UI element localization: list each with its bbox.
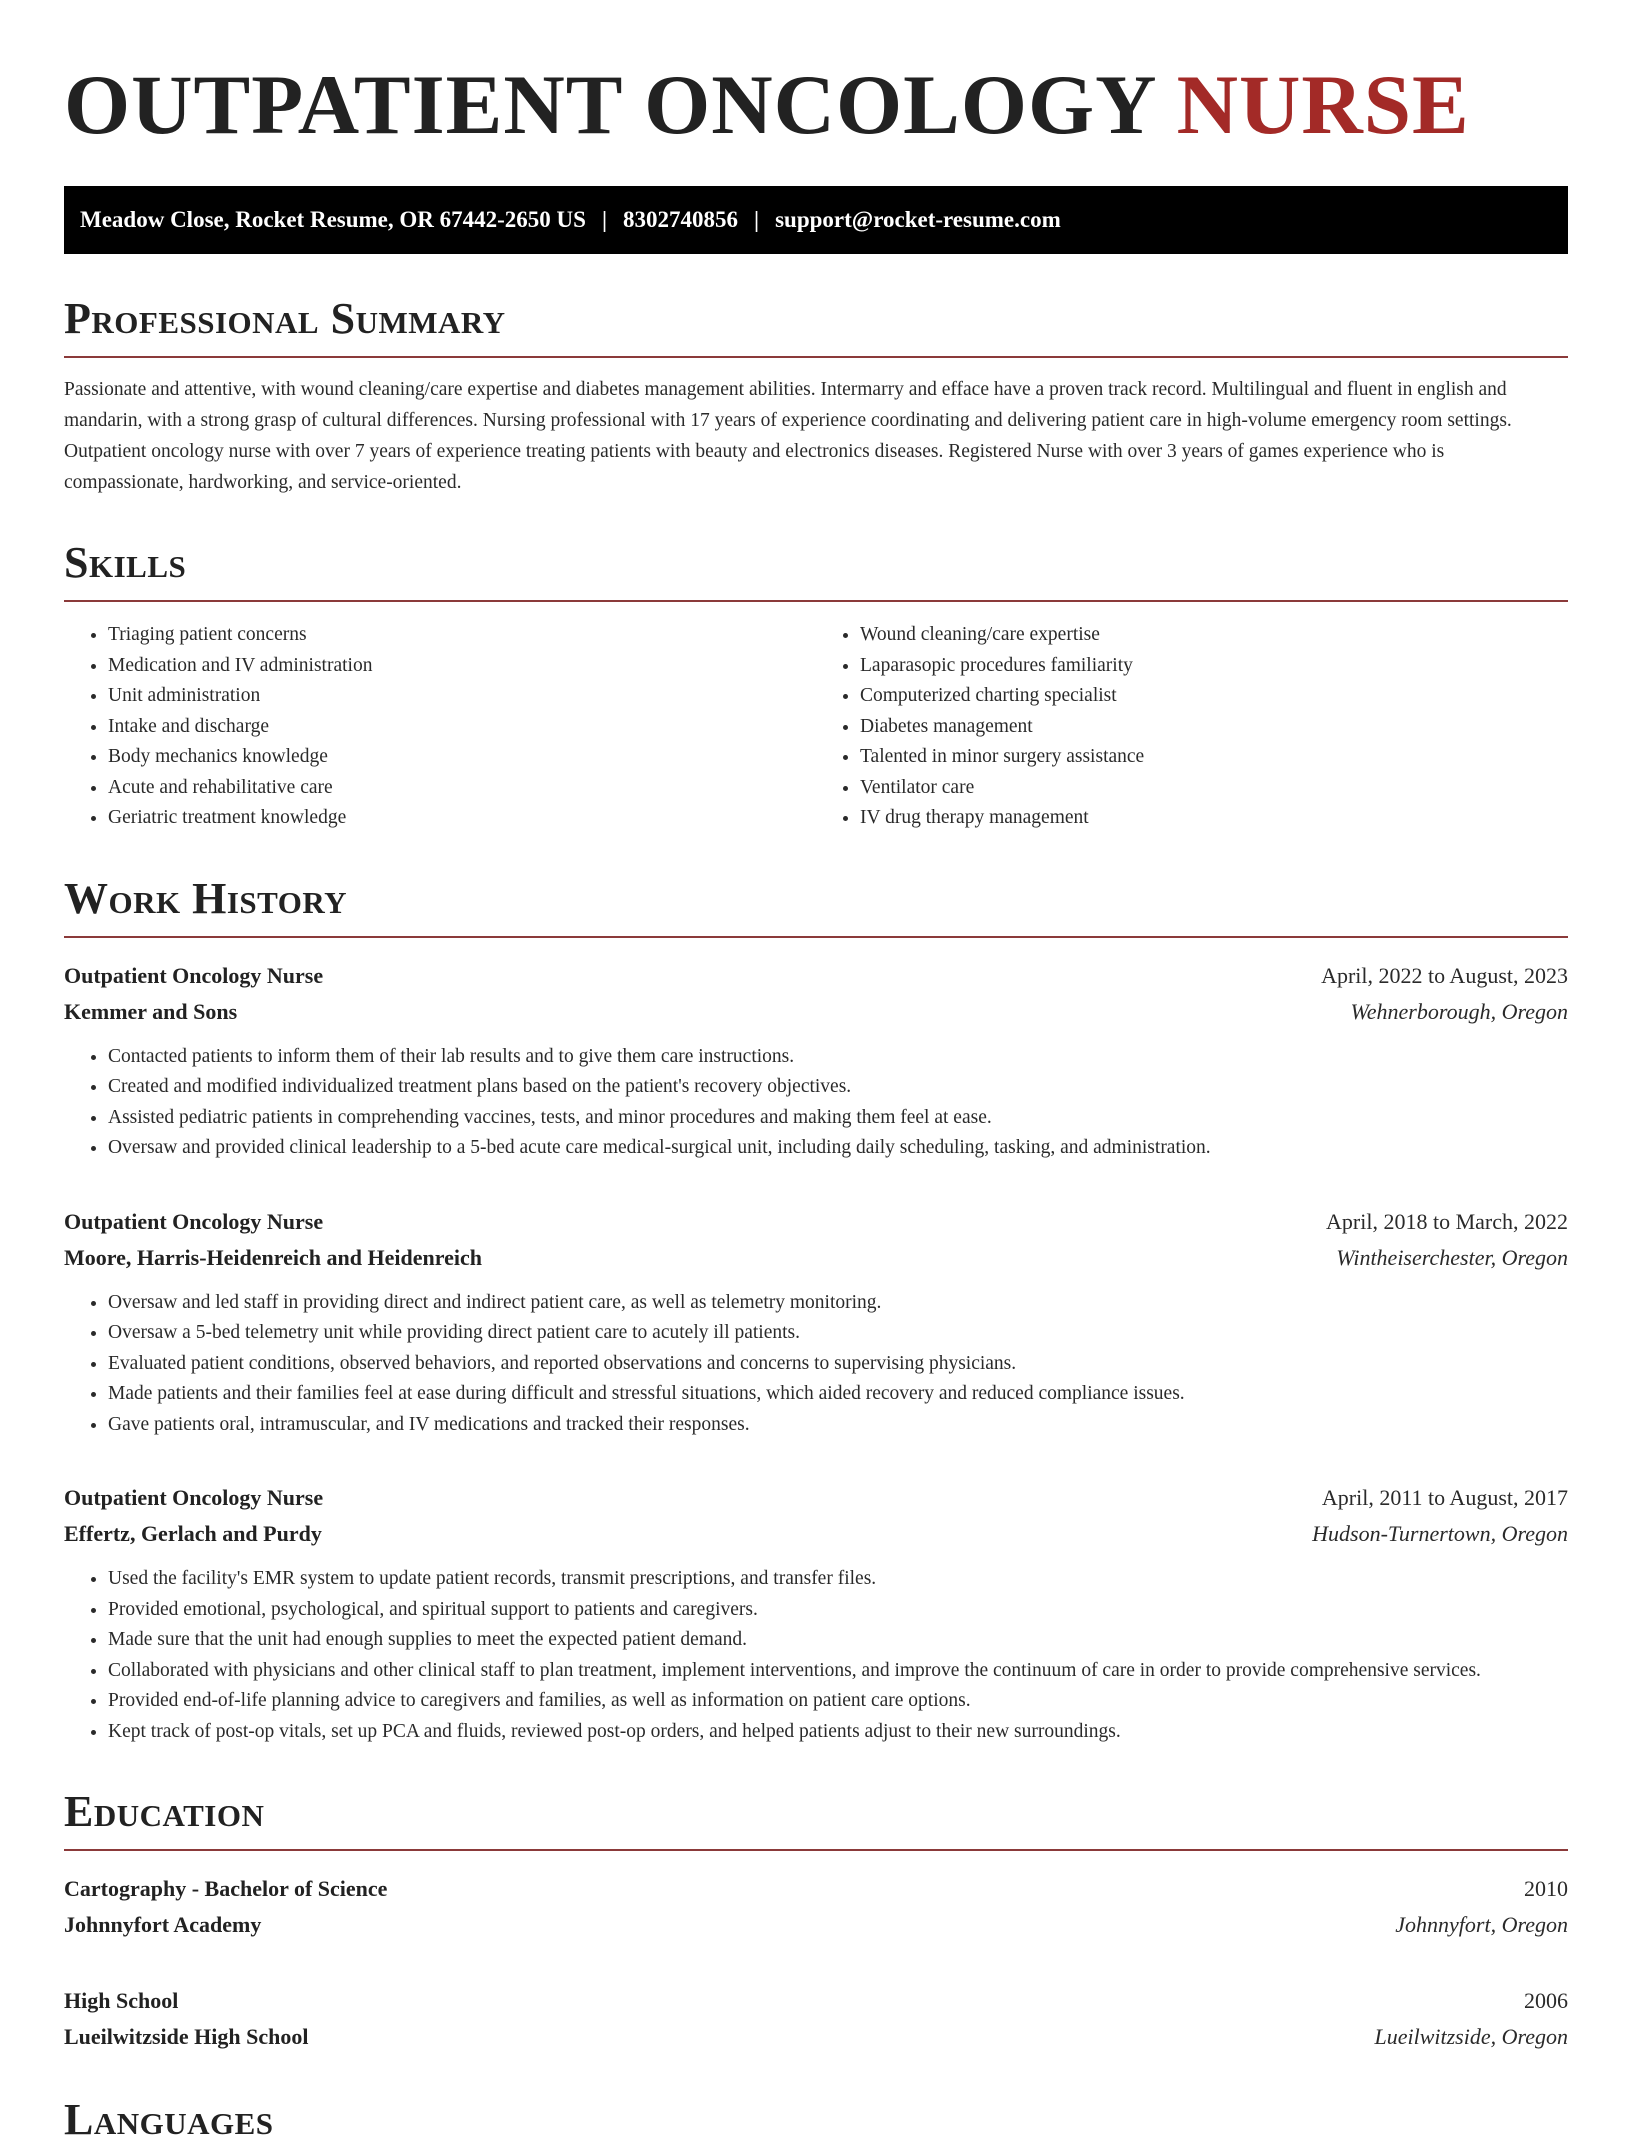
- contact-address: Meadow Close, Rocket Resume, OR 67442-2650 US: [80, 207, 586, 232]
- job-title: Outpatient Oncology Nurse: [64, 1208, 324, 1234]
- job-header-row: [64, 1204, 1568, 1240]
- job-title: Outpatient Oncology Nurse: [64, 1485, 324, 1510]
- work-history-section: [64, 874, 1568, 1748]
- skills-section: [64, 538, 1568, 834]
- job-company-row: [64, 1516, 1568, 1552]
- job-bullet: • Assisted pediatric patients in comprehending vaccines, tests, and minor procedures and making them feel at ease.: [108, 1103, 1568, 1134]
- section-divider: [64, 600, 1568, 602]
- resume-title: [64, 52, 1568, 158]
- skill-item: • Talented in minor surgery assistance: [860, 742, 1568, 773]
- job-title: Outpatient Oncology Nurse: [64, 962, 324, 988]
- job-bullet: • Made sure that the unit had enough supplies to meet the expected patient demand.: [108, 1625, 1568, 1656]
- job-bullet: • Contacted patients to inform them of their lab results and to give them care instructions.: [108, 1042, 1568, 1073]
- job-bullet: • Oversaw and led staff in providing direct and indirect patient care, as well as telemetry monitoring.: [108, 1288, 1568, 1319]
- professional-summary-section: [64, 294, 1568, 498]
- job-header-row: [64, 1480, 1568, 1516]
- job-entry: [64, 1204, 1568, 1441]
- education-year: 2010: [1524, 1876, 1568, 1901]
- skill-item: • IV drug therapy management: [860, 803, 1568, 834]
- job-bullet: • Oversaw a 5-bed telemetry unit while providing direct patient care to acutely ill patients.: [108, 1318, 1568, 1349]
- job-bullet: • Evaluated patient conditions, observed behaviors, and reported observations and concerns to supervising physicians.: [108, 1349, 1568, 1380]
- job-entry: [64, 1480, 1568, 1747]
- contact-phone: 8302740856: [623, 207, 739, 232]
- title-accent: NURSE: [1176, 58, 1470, 152]
- job-dates: April, 2011 to August, 2017: [1321, 1485, 1568, 1510]
- skills-column-right: [816, 620, 1568, 834]
- education-section: [64, 1787, 1568, 2055]
- job-bullet: • Provided emotional, psychological, and spiritual support to patients and caregivers.: [108, 1595, 1568, 1626]
- contact-email: support@rocket-resume.com: [775, 207, 1061, 232]
- skill-item: • Medication and IV administration: [108, 651, 816, 682]
- job-bullet: • Kept track of post-op vitals, set up PCA and fluids, reviewed post-op orders, and helped patients adjust to their new surroundings.: [108, 1717, 1568, 1748]
- skill-item: • Geriatric treatment knowledge: [108, 803, 816, 834]
- job-bullet: • Oversaw and provided clinical leadership to a 5-bed acute care medical-surgical unit, including daily scheduling, tasking, and administration.: [108, 1133, 1568, 1164]
- job-company: Kemmer and Sons: [64, 998, 238, 1024]
- education-degree: Cartography - Bachelor of Science: [64, 1876, 388, 1901]
- skill-item: • Body mechanics knowledge: [108, 742, 816, 773]
- section-divider: [64, 936, 1568, 938]
- job-dates: April, 2018 to March, 2022: [1326, 1208, 1568, 1234]
- section-heading: Languages: [64, 2095, 274, 2144]
- job-location: Wintheiserchester, Oregon: [1336, 1244, 1568, 1270]
- education-school-row: [64, 1907, 1568, 1943]
- job-dates: April, 2022 to August, 2023: [1321, 962, 1568, 988]
- education-degree: High School: [64, 1988, 179, 2013]
- education-entry: [64, 1983, 1568, 2055]
- title-main: OUTPATIENT ONCOLOGY: [64, 58, 1155, 152]
- contact-separator: |: [754, 207, 760, 232]
- job-location: Wehnerborough, Oregon: [1350, 998, 1568, 1024]
- education-school: Johnnyfort Academy: [64, 1912, 262, 1937]
- skill-item: • Diabetes management: [860, 712, 1568, 743]
- skill-item: • Laparasopic procedures familiarity: [860, 651, 1568, 682]
- skill-item: • Unit administration: [108, 681, 816, 712]
- section-heading: Professional Summary: [64, 294, 506, 343]
- job-company-row: [64, 994, 1568, 1030]
- skills-column-left: [64, 620, 816, 834]
- job-bullet: • Provided end-of-life planning advice to caregivers and families, as well as information on patient care options.: [108, 1686, 1568, 1717]
- skill-item: • Ventilator care: [860, 773, 1568, 804]
- skills-grid: [64, 620, 1568, 834]
- skill-item: • Computerized charting specialist: [860, 681, 1568, 712]
- job-bullets: [64, 1042, 1568, 1164]
- section-divider: [64, 1849, 1568, 1851]
- skill-item: • Wound cleaning/care expertise: [860, 620, 1568, 651]
- job-company: Effertz, Gerlach and Purdy: [64, 1521, 322, 1546]
- job-bullet: • Collaborated with physicians and other clinical staff to plan treatment, implement interventions, and improve the continuum of care in order to provide comprehensive services.: [108, 1656, 1568, 1687]
- job-bullets: [64, 1288, 1568, 1441]
- job-bullet: • Created and modified individualized treatment plans based on the patient's recovery objectives.: [108, 1072, 1568, 1103]
- job-location: Hudson-Turnertown, Oregon: [1312, 1521, 1568, 1546]
- section-heading: Skills: [64, 538, 187, 587]
- contact-separator: |: [601, 207, 608, 232]
- section-divider: [64, 356, 1568, 358]
- job-entry: [64, 958, 1568, 1164]
- summary-text: Passionate and attentive, with wound cleaning/care expertise and diabetes management abilities. Intermarry and efface have a proven track record. Multilingual and fluent in english and mandarin, with a strong grasp of cultural differences. Nursing professional with 17 years of experience coordinating and delivering patient care in high-volume emergency room settings. Outpatient oncology nurse with over 7 years of experience treating patients with beauty and electronics diseases. Registered Nurse with over 3 years of games experience who is compassionate, hardworking, and service-oriented.: [64, 379, 1512, 493]
- education-location: Lueilwitzside, Oregon: [1374, 2024, 1568, 2049]
- job-company-row: [64, 1240, 1568, 1276]
- job-bullets: [64, 1564, 1568, 1747]
- job-bullet: • Made patients and their families feel at ease during difficult and stressful situations, which aided recovery and reduced compliance issues.: [108, 1379, 1568, 1410]
- education-header-row: [64, 1871, 1568, 1907]
- job-company: Moore, Harris-Heidenreich and Heidenreich: [64, 1244, 482, 1270]
- job-bullet: • Used the facility's EMR system to update patient records, transmit prescriptions, and transfer files.: [108, 1564, 1568, 1595]
- skill-item: • Acute and rehabilitative care: [108, 773, 816, 804]
- job-header-row: [64, 958, 1568, 994]
- contact-bar: [64, 186, 1568, 254]
- skill-item: • Intake and discharge: [108, 712, 816, 743]
- languages-section: [64, 2095, 1568, 2145]
- education-header-row: [64, 1983, 1568, 2019]
- education-entry: [64, 1871, 1568, 1943]
- job-bullet: • Gave patients oral, intramuscular, and IV medications and tracked their responses.: [108, 1410, 1568, 1441]
- education-year: 2006: [1524, 1988, 1568, 2013]
- skill-item: • Triaging patient concerns: [108, 620, 816, 651]
- education-school: Lueilwitzside High School: [64, 2024, 309, 2049]
- education-school-row: [64, 2019, 1568, 2055]
- section-heading: Work History: [64, 873, 348, 923]
- education-location: Johnnyfort, Oregon: [1395, 1912, 1568, 1937]
- section-heading: Education: [64, 1787, 265, 1836]
